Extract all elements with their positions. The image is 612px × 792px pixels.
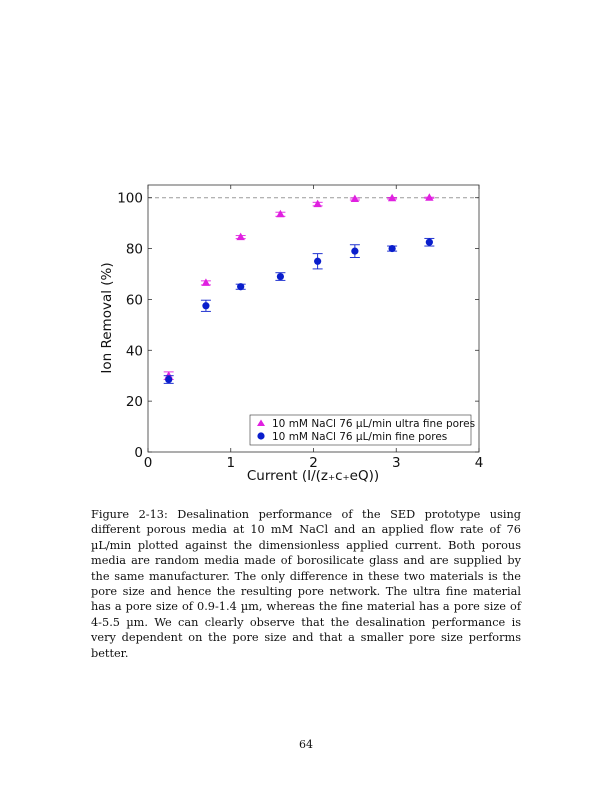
x-tick-label: 1	[226, 455, 236, 471]
plot-area	[148, 185, 479, 452]
x-tick-label: 2	[309, 455, 318, 471]
legend-marker-fine	[257, 432, 264, 439]
y-tick-label: 100	[117, 190, 143, 207]
data-point-fine	[426, 239, 433, 246]
x-axis-label: Current (I/(z₊c₊eQ))	[246, 468, 380, 484]
ion-removal-chart	[95, 180, 495, 495]
data-point-fine	[351, 248, 358, 255]
figure-caption-label: Figure 2-13:	[91, 508, 168, 521]
data-point-fine	[165, 376, 172, 383]
y-tick-label: 0	[134, 445, 143, 461]
y-tick-label: 80	[125, 241, 143, 258]
legend-label-fine: 10 mM NaCl 76 µL/min fine pores	[272, 431, 448, 443]
data-point-fine	[237, 283, 244, 290]
y-tick-label: 60	[125, 292, 143, 309]
x-tick-label: 0	[143, 455, 153, 471]
y-tick-label: 40	[125, 343, 143, 360]
legend	[250, 415, 475, 445]
figure-caption-text: Desalination performance of the SED prototype using different porous media at 10 mM NaCl and an applied flow rate of 76 µL/min plotted against the dimensionless applied current. Both porous media are random media made of borosilicate glass and are supplied by the same manufacturer. The only difference in these two materials is the pore size and hence the resulting pore network. The ultra fine material has a pore size of 0.9-1.4 µm, whereas the fine material has a pore size of 4-5.5 µm. We can clearly observe that the desalination performance is very dependent on the pore size and that a smaller pore size performs better.	[91, 508, 521, 660]
y-tick-label: 20	[125, 394, 143, 411]
x-tick-label: 4	[474, 455, 484, 471]
data-point-fine	[202, 302, 209, 309]
x-tick-label: 3	[391, 455, 401, 471]
page-number: 64	[299, 738, 313, 751]
legend-label-ultra-fine: 10 mM NaCl 76 µL/min ultra fine pores	[272, 418, 476, 430]
data-point-fine	[389, 245, 396, 252]
data-point-fine	[277, 273, 284, 280]
figure-caption	[91, 507, 521, 661]
data-point-fine	[314, 258, 321, 265]
y-axis-label: Ion Removal (%)	[99, 262, 115, 374]
